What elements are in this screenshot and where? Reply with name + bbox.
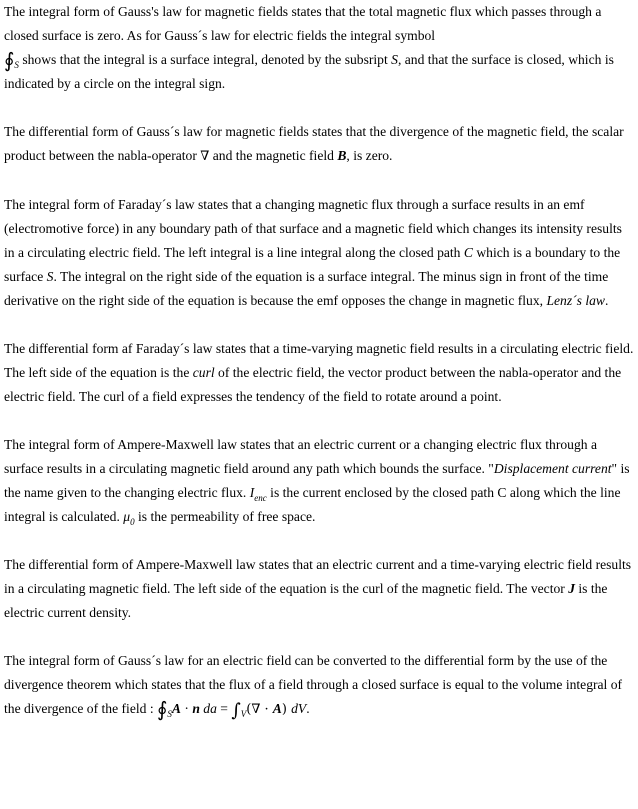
volume-subscript: V <box>240 709 247 719</box>
symbol-S: S <box>46 269 54 284</box>
text: and the magnetic field <box>209 148 338 163</box>
curl-term: curl <box>192 365 215 380</box>
text: The integral form of Ampere-Maxwell law states that an electric current or a changing electric flux through a surface results in a circulating magnetic field around any path which bounds the surface. " <box>4 437 597 476</box>
text: is the current enclosed by the closed path C along which the line integral is calculated. <box>4 485 621 524</box>
surface-subscript: S <box>14 60 19 70</box>
text: , and that the surface is closed, which is indicated by a circle on the integral sign. <box>4 52 614 91</box>
paragraph-faraday-integral <box>4 193 634 313</box>
paragraph-gauss-magnetic-integral <box>4 0 634 96</box>
text: The integral form of Gauss's law for magnetic fields states that the total magnetic flux which passes through a closed surface is zero. As for Gauss´s law for electric fields the integral symbol <box>4 4 602 43</box>
text: shows that the integral is a surface integral, denoted by the subsript <box>18 52 392 67</box>
surface-integral-symbol: ∮ <box>157 697 168 721</box>
paragraph-ampere-maxwell-differential <box>4 553 634 625</box>
paragraph-gauss-magnetic-differential <box>4 120 634 169</box>
volume-integral-symbol: ∫ <box>231 700 241 721</box>
text: The integral form of Gauss´s law for an electric field can be converted to the differential form by the use of the divergence theorem which states that the flux of a field through a closed surface is equal to the volume integral of the divergence of the field : <box>4 653 623 716</box>
text: The differential form of Gauss´s law for magnetic fields states that the divergence of the magnetic field, the scalar product between the nabla-operator <box>4 124 624 163</box>
subscript-enc: enc <box>254 493 267 503</box>
surface-integral-symbol: ∮ <box>4 48 15 72</box>
vector-A: A <box>171 701 181 716</box>
lenz-law: Lenz´s law <box>546 293 605 308</box>
vector-A: A <box>272 701 282 716</box>
text: is the electric current density. <box>4 581 608 620</box>
equals-sign: = <box>216 701 232 716</box>
volume-element: dV <box>291 701 307 716</box>
text: of the electric field, the vector product between the nabla-operator and the electric field. The curl of a field expresses the tendency of the field to rotate around a point. <box>4 365 622 404</box>
symbol-S: S <box>391 52 398 67</box>
text: . <box>306 701 310 716</box>
text: is the permeability of free space. <box>134 509 316 524</box>
paragraph-divergence-theorem <box>4 649 634 722</box>
vector-B: B <box>337 148 347 163</box>
text: which is a boundary to the surface <box>4 245 621 284</box>
divergence-close: ) <box>281 702 292 717</box>
text: The differential form of Ampere-Maxwell law states that an electric current and a time-varying electric field results in a circulating magnetic field. The left side of the equation is the curl of the magnetic field. The vector <box>4 557 632 596</box>
text: " is the name given to the changing electric flux. <box>4 461 630 500</box>
symbol-mu: μ <box>123 509 131 524</box>
symbol-C: C <box>463 245 473 260</box>
text: , is zero. <box>346 148 393 163</box>
text: . The integral on the right side of the equation is a surface integral. The minus sign in front of the time derivative on the right side of the equation is because the emf opposes the change in magnetic flux, <box>4 269 609 308</box>
document-body <box>4 0 634 722</box>
nabla-symbol: ∇ <box>200 149 210 164</box>
subscript-0: 0 <box>130 517 135 527</box>
area-element: da <box>199 701 217 716</box>
text: The differential form af Faraday´s law states that a time-varying magnetic field results in a circulating electric field. The left side of the equation is the <box>4 341 634 380</box>
text: The integral form of Faraday´s law states that a changing magnetic flux through a surface results in an emf (electromotive force) in any boundary path of that surface and a magnetic field which changes its intensity results in a circulating electric field. The left integral is a line integral along the closed path <box>4 197 622 260</box>
displacement-current: Displacement current <box>493 461 612 476</box>
dot-operator: · <box>181 701 193 716</box>
vector-n: n <box>192 701 200 716</box>
paragraph-faraday-differential <box>4 337 634 409</box>
divergence-theorem-equation <box>157 697 307 721</box>
paragraph-ampere-maxwell-integral <box>4 433 634 529</box>
text: . <box>605 293 609 308</box>
surface-subscript: S <box>167 709 172 719</box>
divergence-open: (∇ · <box>246 702 273 717</box>
symbol-I: I <box>249 485 255 500</box>
vector-J: J <box>568 581 575 596</box>
